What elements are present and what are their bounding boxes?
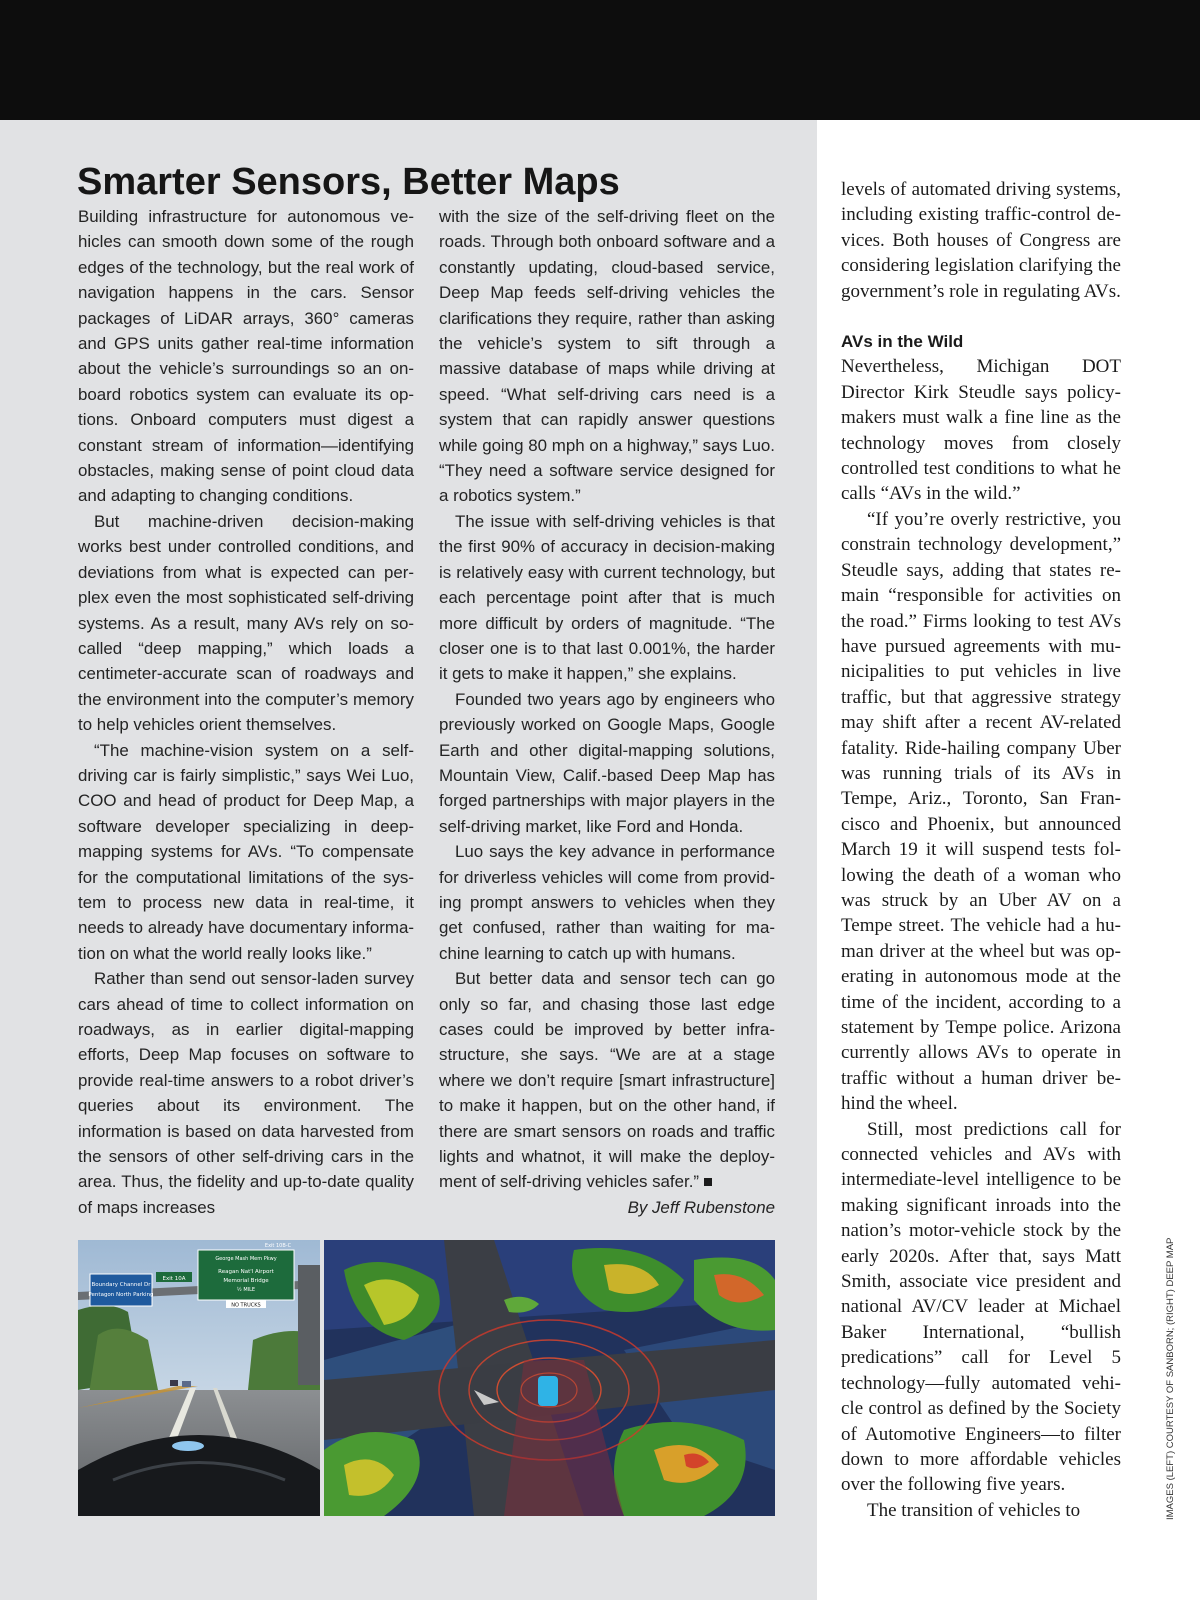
paragraph: Building infrastructure for autonomous vehicles can smooth down some of the rough edges of the technology, but the real work of navigation happens in the cars. Sensor packages of LiDAR arrays, 360° cameras and GPS units gather real-time information about the vehicle’s surroundings so an onboard robotics system can evaluate its options. Onboard computers must digest a constant stream of information—identifying obstacles, making sense of point cloud data and adapting to changing conditions. — [78, 207, 414, 506]
svg-text:George Mash Mem Pkwy: George Mash Mem Pkwy — [215, 1256, 277, 1262]
svg-text:Exit 10A: Exit 10A — [162, 1276, 186, 1282]
sidebar-column — [841, 177, 1121, 1523]
paragraph: Rather than send out sensor-laden survey cars ahead of time to collect information on roadways, as in earlier digital-mapping efforts, Deep Map focuses on software to provide real-time answers to a robot driver’s queries about its environment. The information is based on data harvested from the sensors of other self-driving cars in the area. Thus, the fidelity and up-to-date quality of maps increases — [78, 969, 414, 1217]
sidebar-heading: AVs in the Wild — [841, 332, 964, 352]
article-title: Smarter Sensors, Better Maps — [77, 161, 620, 203]
sidebar-paragraph: Still, most predictions call for connected vehicles and AVs with intermediate-level intelligence to be making significant inroads into the nation’s motor-vehicle stock by the early 2020s. After that, says Matt Smith, associate vice president and national AV/CV leader at Michael Baker International, “bullish predications” call for Level 5 technology—fully automated vehicle control as defined by the Society of Automotive Engineers—to filter down to more affordable vehicles over the following five years. — [841, 1118, 1121, 1496]
svg-text:½ MILE: ½ MILE — [236, 1287, 256, 1293]
svg-text:Reagan Nat'l Airport: Reagan Nat'l Airport — [218, 1269, 274, 1275]
article-column-2 — [439, 204, 775, 1220]
article-column-1 — [78, 204, 414, 1220]
sidebar-intro: levels of automated driving systems, including existing traffic-control devices. Both houses of Congress are considering legislation clarifying the government’s role in regulating AVs. — [841, 179, 1121, 302]
paragraph: Founded two years ago by engineers who previously worked on Google Maps, Google Earth and other digital-mapping solutions, Mountain View, Calif.-based Deep Map has forged partnerships with major players in the self-driving market, like Ford and Honda. — [439, 689, 775, 836]
image-credit: IMAGES (LEFT) COURTESY OF SANBORN; (RIGHT) DEEP MAP — [1165, 1237, 1176, 1520]
paragraph-text: But better data and sensor tech can go only so far, and chasing those last edge cases could be improved by better infrastructure, she says. “We are at a stage where we don’t require [smart infrastructure] to make it happen, but on the other hand, if there are smart sensors on roads and traffic lights and whatnot, it will make the deployment of self-driving vehicles safer.” — [439, 969, 775, 1192]
paragraph-final — [439, 966, 775, 1195]
svg-text:Pentagon North Parking: Pentagon North Parking — [88, 1292, 154, 1298]
paragraph: with the size of the self-driving fleet on the roads. Through both onboard software and a constantly updating, cloud-based service, Deep Map feeds self-driving vehicles the clarifications they require, rather than asking the vehicle’s system to sift through a massive database of maps while driving at speed. “What self-driving cars need is a system that can rapidly answer questions while going 80 mph on a highway,” says Luo. “They need a software service designed for a robotics system.” — [439, 207, 775, 506]
end-mark-icon — [704, 1178, 712, 1186]
svg-text:NO TRUCKS: NO TRUCKS — [231, 1302, 261, 1309]
paragraph: “The machine-vision system on a self-driving car is fairly simplistic,” says Wei Luo, COO and head of product for Deep Map, a software developer specializing in deep-mapping systems for AVs. “To compensate for the computational limitations of the system to process new data in real-time, it needs to already have documentary information on what the world really looks like.” — [78, 740, 414, 963]
top-black-band — [0, 0, 1200, 120]
svg-text:Exit 10B-C: Exit 10B-C — [264, 1243, 292, 1249]
svg-text:Boundary Channel Dr: Boundary Channel Dr — [91, 1282, 151, 1288]
byline: By Jeff Rubenstone — [627, 1197, 775, 1217]
paragraph: The issue with self-driving vehicles is that the first 90% of accuracy in decision-making is relatively easy with current technology, but each percentage point after that is much more difficult by orders of magnitude. “The closer one is to that last 0.001%, the harder it gets to make it happen,” she explains. — [439, 511, 775, 684]
paragraph: Luo says the key advance in performance for driverless vehicles will come from providing prompt answers to vehicles when they get confused, rather than waiting for machine learning to catch up with humans. — [439, 842, 775, 963]
sidebar-paragraph: “If you’re overly restrictive, you constrain technology development,” Steudle says, adding that states remain “responsible for activities on the road.” Firms looking to test AVs have pursued agreements with municipalities to put vehicles in live traffic, but that aggressive strategy may shift after a recent AV-related fatality. Ride-hailing company Uber was running trials of its AVs in Tempe, Ariz., Toronto, San Francisco and Phoenix, but announced March 19 it will suspend tests following the death of a woman who was struck by an Uber AV on a Tempe street. The vehicle had a human driver at the wheel but was operating in autonomous mode at the time of the incident, according to a statement by Tempe police. Arizona currently allows AVs to operate in traffic without a human driver behind the wheel. — [841, 508, 1121, 1115]
sidebar-paragraph: Nevertheless, Michigan DOT Director Kirk Steudle says policymakers must walk a fine line as the technology moves from closely controlled test conditions to what he calls “AVs in the wild.” — [841, 356, 1121, 505]
svg-text:Memorial Bridge: Memorial Bridge — [223, 1278, 269, 1284]
point-cloud-map-image — [324, 1240, 775, 1516]
sidebar-paragraph: The transition of vehicles to — [867, 1499, 1081, 1521]
highway-photo — [78, 1240, 320, 1516]
paragraph: But machine-driven decision-making works best under controlled conditions, and deviations from what is expected can perplex even the most sophisticated self-driving systems. As a result, many AVs rely on so-called “deep mapping,” which loads a centimeter-accurate scan of roadways and the environment into the computer’s memory to help vehicles orient themselves. — [78, 511, 414, 735]
